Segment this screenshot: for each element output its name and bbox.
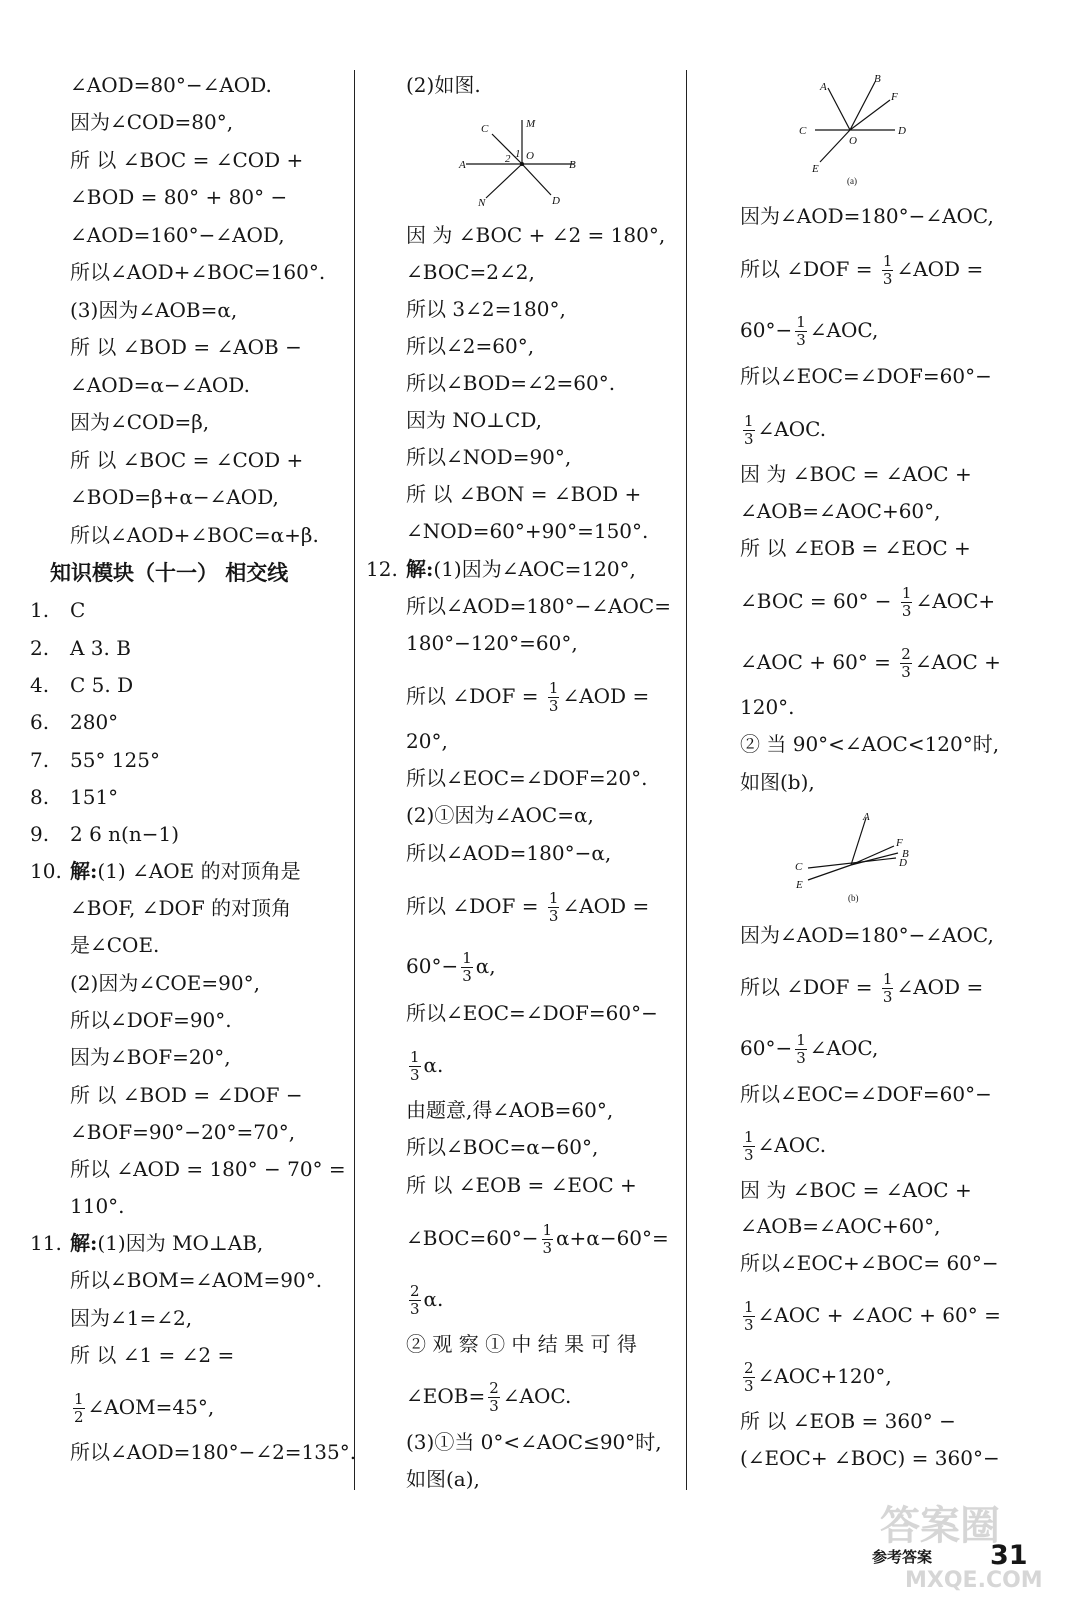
text-line (70, 1268, 322, 1292)
text-body: ∠AOC + ∠AOC + 60° = (757, 1303, 1001, 1327)
text-line (740, 971, 983, 1006)
text-line (30, 673, 133, 697)
text-line (740, 1032, 878, 1067)
fraction-denominator: 3 (744, 430, 754, 448)
text-body: 由题意,得∠AOB=60°, (406, 1098, 614, 1122)
text-line (406, 519, 648, 543)
text-body: C 5. D (70, 673, 134, 697)
text-body: ∠AOD = (562, 894, 650, 918)
text-line (70, 73, 272, 97)
text-body: 因 为 ∠BOC + ∠2 = 180°, (406, 223, 666, 247)
fraction (461, 950, 473, 985)
text-line (70, 110, 233, 134)
text-line (70, 1008, 232, 1032)
figa-label-b: B (874, 73, 881, 85)
fraction (901, 585, 913, 620)
text-body: ∠AOD=80°−∠AOD. (70, 73, 272, 97)
text-line (406, 260, 535, 284)
fraction-numerator: 2 (901, 645, 911, 663)
fraction-numerator: 1 (744, 1128, 754, 1146)
text-line (406, 1222, 669, 1257)
text-body: ∠BOF, ∠DOF 的对顶角 (70, 896, 292, 920)
text-line (406, 482, 641, 506)
text-body: 因为∠COD=80°, (70, 110, 234, 134)
text-body: ∠AOC, (809, 1036, 879, 1060)
text-line (70, 260, 325, 284)
text-line (30, 1231, 263, 1255)
column-divider-right (686, 70, 687, 1490)
item-number: 12. (366, 557, 398, 581)
fraction (409, 1049, 421, 1084)
text-body: α+α−60°= (556, 1226, 669, 1250)
text-line (30, 748, 160, 772)
fig1-label-b: B (569, 159, 576, 171)
text-line (70, 373, 250, 397)
fraction-denominator: 3 (744, 1146, 754, 1164)
solution-marker: 解: (70, 859, 98, 883)
text-line (30, 785, 118, 809)
text-body: 120°. (740, 695, 795, 719)
text-body: 所 以 ∠BOC = ∠COD + (70, 148, 304, 172)
fraction (743, 1360, 755, 1395)
figa-label-d: D (898, 125, 906, 137)
text-body: ∠BOD=β+α−∠AOD, (70, 485, 279, 509)
fraction-numerator: 2 (744, 1359, 754, 1377)
text-body: 因为∠AOD=180°−∠AOC, (740, 923, 994, 947)
text-body: 因为 NO⊥CD, (406, 408, 543, 432)
fraction-denominator: 3 (882, 270, 893, 288)
text-line (30, 822, 179, 846)
text-prefix: 所以 ∠DOF = (740, 975, 879, 999)
text-line (406, 803, 594, 827)
text-body: 所以∠AOD+∠BOC=α+β. (70, 523, 319, 547)
watermark-url: MXQE.COM (905, 1568, 1043, 1593)
text-prefix: 60°− (740, 1036, 793, 1060)
text-line (406, 890, 649, 925)
text-line (406, 1283, 443, 1318)
text-prefix: ∠BOC = 60° − (740, 589, 898, 613)
text-line (740, 1299, 1001, 1334)
text-body: 2 6 n(n−1) (70, 822, 180, 846)
text-body: 所以∠EOC=∠DOF=20°. (406, 766, 648, 790)
fraction-numerator: 2 (410, 1282, 420, 1300)
fraction-numerator: 1 (744, 412, 754, 430)
text-line (740, 770, 815, 794)
fig1-label-1: 1 (515, 148, 521, 160)
text-line (70, 410, 209, 434)
text-body: 所以∠EOC=∠DOF=60°− (740, 364, 992, 388)
text-body: α, (475, 954, 496, 978)
text-line (740, 585, 995, 620)
fraction (743, 1129, 755, 1164)
text-body: ∠AOB=∠AOC+60°, (740, 499, 941, 523)
text-body: ∠AOC, (809, 318, 879, 342)
text-line (70, 523, 319, 547)
text-body: 所 以 ∠BOD = ∠DOF − (70, 1083, 303, 1107)
text-body: α. (423, 1053, 444, 1077)
text-body: ② 观 察 ① 中 结 果 可 得 (406, 1332, 637, 1356)
text-line (740, 1178, 972, 1202)
text-line (740, 646, 1001, 681)
text-body: 151° (70, 785, 119, 809)
text-body: (∠EOC+ ∠BOC) = 360°− (740, 1446, 1000, 1470)
text-line (406, 631, 578, 655)
text-line (70, 1343, 234, 1367)
text-body: 所以 3∠2=180°, (406, 297, 566, 321)
fraction-denominator: 3 (462, 967, 472, 985)
text-body: 180°−120°=60°, (406, 631, 578, 655)
fraction-denominator: 3 (901, 602, 912, 620)
fig1-label-m: M (526, 118, 536, 130)
text-line (406, 1430, 662, 1454)
text-body: ∠AOD = (896, 257, 984, 281)
text-line (740, 1082, 992, 1106)
text-line (740, 1129, 826, 1164)
text-line (406, 445, 571, 469)
figa-label-a: A (820, 81, 827, 93)
fraction-numerator: 1 (882, 252, 893, 270)
text-line (70, 185, 287, 209)
fraction-numerator: 1 (796, 313, 806, 331)
fraction (900, 646, 912, 681)
text-body: ∠AOD=160°−∠AOD, (70, 223, 285, 247)
item-number: 4. (30, 673, 50, 697)
text-prefix: ∠AOC + 60° = (740, 650, 898, 674)
text-body: 所以∠2=60°, (406, 334, 535, 358)
fraction-denominator: 3 (744, 1377, 754, 1395)
text-body: 如图(a), (406, 1467, 480, 1491)
text-body: 所以∠AOD=180°−∠2=135°. (70, 1440, 357, 1464)
figb-label-f: F (896, 837, 903, 849)
text-body: ∠AOC. (502, 1384, 572, 1408)
text-line (406, 223, 665, 247)
item-number: 11. (30, 1231, 62, 1255)
text-body: ∠AOD = (896, 975, 984, 999)
text-line (70, 933, 159, 957)
text-body: 因为∠AOD=180°−∠AOC, (740, 204, 994, 228)
solution-marker: 解: (70, 1231, 98, 1255)
text-prefix: 60°− (406, 954, 459, 978)
fraction (73, 1391, 85, 1426)
fraction (743, 1299, 755, 1334)
geometry-figure-a (795, 70, 925, 190)
text-body: 所以∠AOD=180°−∠AOC= (406, 594, 671, 618)
text-line (70, 1391, 214, 1426)
text-line (740, 364, 992, 388)
text-line (70, 896, 291, 920)
fraction (882, 971, 894, 1006)
text-body: 因为∠BOF=20°, (70, 1045, 231, 1069)
text-line (406, 729, 448, 753)
text-line (740, 1446, 1000, 1470)
fraction (882, 253, 894, 288)
text-line (366, 557, 636, 581)
fraction-numerator: 1 (548, 679, 559, 697)
fraction-denominator: 3 (744, 1316, 754, 1334)
text-body: ∠AOB=∠AOC+60°, (740, 1214, 941, 1238)
fig1-label-c: C (481, 123, 489, 135)
text-prefix: 60°− (740, 318, 793, 342)
text-line (70, 448, 303, 472)
text-body: 所以∠EOC+∠BOC= 60°− (740, 1251, 999, 1275)
text-body: 所以∠BOC=α−60°, (406, 1135, 599, 1159)
text-body: C (70, 598, 86, 622)
text-body: α. (423, 1287, 444, 1311)
item-number: 6. (30, 710, 50, 734)
text-line (406, 841, 611, 865)
text-line (70, 335, 302, 359)
fraction-denominator: 3 (901, 663, 911, 681)
text-line (406, 680, 649, 715)
fraction-numerator: 2 (489, 1379, 499, 1397)
text-line (70, 1120, 295, 1144)
text-body: 所以∠AOD+∠BOC=160°. (70, 260, 326, 284)
text-line (406, 73, 481, 97)
text-prefix: ∠EOB= (406, 1384, 486, 1408)
fraction-denominator: 3 (796, 1049, 806, 1067)
text-body: 所以 ∠AOD = 180° − 70° = (70, 1157, 346, 1181)
text-body: 所以∠EOC=∠DOF=60°− (406, 1001, 658, 1025)
page-number: 31 (990, 1540, 1028, 1571)
text-body: (3)因为∠AOB=α, (70, 298, 238, 322)
item-number: 9. (30, 822, 50, 846)
text-line (70, 223, 285, 247)
text-line (70, 148, 303, 172)
geometry-figure-1 (456, 112, 586, 212)
text-body: 如图(b), (740, 770, 815, 794)
fraction (548, 890, 560, 925)
text-body: 所 以 ∠BOC = ∠COD + (70, 448, 304, 472)
text-body: 因为∠1=∠2, (70, 1306, 193, 1330)
text-line (740, 204, 994, 228)
fraction (795, 314, 807, 349)
figa-label-c: C (799, 125, 807, 137)
text-body: ∠AOM=45°, (87, 1395, 215, 1419)
text-line (30, 636, 131, 660)
figa-label-o: O (849, 135, 857, 147)
text-body: (1)因为∠AOC=120°, (433, 557, 636, 581)
text-body: (2)如图. (406, 73, 481, 97)
fraction-denominator: 3 (410, 1066, 420, 1084)
text-line (70, 1083, 303, 1107)
text-line (70, 485, 279, 509)
text-line (406, 1135, 598, 1159)
text-body: ∠BOC=2∠2, (406, 260, 535, 284)
text-body: (3)①当 0°<∠AOC≤90°时, (406, 1430, 662, 1454)
text-line (406, 297, 566, 321)
fraction-numerator: 1 (462, 949, 472, 967)
text-body: ∠AOC. (757, 1133, 827, 1157)
text-body: ∠AOD=α−∠AOD. (70, 373, 250, 397)
fraction (743, 413, 755, 448)
text-body: 所 以 ∠EOB = ∠EOC + (406, 1173, 637, 1197)
text-line (740, 1214, 941, 1238)
text-body: 所以∠DOF=90°. (70, 1008, 232, 1032)
fraction-denominator: 3 (489, 1397, 499, 1415)
text-body: 是∠COE. (70, 933, 160, 957)
text-body: 所 以 ∠BON = ∠BOD + (406, 482, 642, 506)
text-body: 所 以 ∠EOB = 360° − (740, 1409, 956, 1433)
text-line (740, 462, 972, 486)
item-number: 2. (30, 636, 50, 660)
text-body: 所以∠NOD=90°, (406, 445, 572, 469)
text-line (70, 1157, 346, 1181)
fraction-denominator: 3 (410, 1300, 420, 1318)
text-body: 110°. (70, 1194, 125, 1218)
text-body: (2)因为∠COE=90°, (70, 971, 260, 995)
fraction-denominator: 2 (74, 1408, 84, 1426)
text-line (70, 1440, 356, 1464)
text-line (406, 1098, 613, 1122)
text-body: 20°, (406, 729, 448, 753)
text-body: ∠AOD = (562, 684, 650, 708)
text-line (740, 253, 983, 288)
fraction (795, 1032, 807, 1067)
text-line (406, 1467, 480, 1491)
text-line (740, 413, 826, 448)
text-line (70, 971, 260, 995)
fraction-numerator: 1 (901, 584, 912, 602)
fraction-numerator: 1 (796, 1031, 806, 1049)
text-line (30, 598, 85, 622)
fraction-numerator: 1 (548, 889, 559, 907)
text-line (740, 923, 994, 947)
solution-marker: 解: (406, 557, 434, 581)
text-body: 因 为 ∠BOC = ∠AOC + (740, 462, 972, 486)
item-number: 8. (30, 785, 50, 809)
watermark: 答案圈 (880, 1503, 1000, 1549)
text-body: 所以∠EOC=∠DOF=60°− (740, 1082, 992, 1106)
text-line (406, 1173, 637, 1197)
fraction (548, 680, 560, 715)
fraction-numerator: 1 (74, 1390, 84, 1408)
text-line (406, 1380, 571, 1415)
text-line (406, 766, 647, 790)
text-line (406, 594, 671, 618)
fig1-label-o: O (526, 150, 534, 162)
text-body: 280° (70, 710, 119, 734)
text-body: 因 为 ∠BOC = ∠AOC + (740, 1178, 972, 1202)
text-body: 所 以 ∠1 = ∠2 = (70, 1343, 235, 1367)
item-number: 7. (30, 748, 50, 772)
text-line (406, 1332, 637, 1356)
text-body: 所以∠BOM=∠AOM=90°. (70, 1268, 323, 1292)
text-prefix: 所以 ∠DOF = (740, 257, 879, 281)
text-prefix: ∠BOC=60°− (406, 1226, 539, 1250)
figb-label-c: C (795, 861, 803, 873)
text-line (406, 950, 496, 985)
text-line (70, 1194, 125, 1218)
fraction (409, 1283, 421, 1318)
text-line (740, 499, 941, 523)
text-line (70, 1045, 231, 1069)
footer-label: 参考答案 (872, 1548, 933, 1566)
fig1-label-2: 2 (505, 153, 511, 165)
text-body: 所以∠BOD=∠2=60°. (406, 371, 616, 395)
fraction-denominator: 3 (796, 331, 806, 349)
text-body: 所 以 ∠BOD = ∠AOB − (70, 335, 302, 359)
fraction-denominator: 3 (882, 988, 893, 1006)
figb-label-d: D (899, 857, 907, 869)
text-body: 知识模块（十一） 相交线 (50, 561, 289, 585)
text-body: ∠BOD = 80° + 80° − (70, 185, 288, 209)
text-body: (1)因为 MO⊥AB, (97, 1231, 264, 1255)
text-body: 55° 125° (70, 748, 160, 772)
text-body: A 3. B (70, 636, 131, 660)
text-body: ∠BOF=90°−20°=70°, (70, 1120, 296, 1144)
column-divider-left (354, 70, 355, 1490)
text-line (740, 732, 999, 756)
text-prefix: 所以 ∠DOF = (406, 684, 545, 708)
text-line (740, 1360, 892, 1395)
text-line (740, 1409, 956, 1433)
section-heading (50, 561, 288, 585)
fraction (542, 1222, 554, 1257)
text-line (30, 710, 118, 734)
text-line (406, 334, 534, 358)
fraction-numerator: 1 (410, 1048, 420, 1066)
figb-label-a: A (863, 811, 870, 823)
text-body: ∠AOC+120°, (757, 1364, 892, 1388)
text-line (70, 298, 237, 322)
fraction-numerator: 1 (542, 1221, 553, 1239)
fraction-numerator: 1 (744, 1298, 754, 1316)
fig1-label-n: N (478, 197, 486, 209)
text-body: ∠AOC+ (915, 589, 996, 613)
text-body: (2)①因为∠AOC=α, (406, 803, 594, 827)
figb-caption: (b) (848, 893, 859, 903)
fraction (488, 1380, 500, 1415)
text-body: (1) ∠AOE 的对顶角是 (97, 859, 301, 883)
text-body: 所 以 ∠EOB = ∠EOC + (740, 536, 971, 560)
fraction-denominator: 3 (548, 907, 559, 925)
geometry-figure-b (786, 808, 926, 908)
text-prefix: 所以 ∠DOF = (406, 894, 545, 918)
text-body: 因为∠COD=β, (70, 410, 210, 434)
text-body: ∠AOC + (914, 650, 1001, 674)
figb-label-b: B (902, 848, 909, 860)
text-line (740, 695, 795, 719)
text-line (740, 1251, 999, 1275)
text-line (70, 1306, 192, 1330)
fraction-numerator: 1 (882, 970, 893, 988)
fraction-denominator: 3 (542, 1239, 553, 1257)
text-line (406, 371, 615, 395)
text-line (406, 1049, 443, 1084)
text-line (740, 314, 878, 349)
figa-label-f: F (891, 91, 898, 103)
figb-label-e: E (796, 879, 803, 891)
item-number: 1. (30, 598, 50, 622)
text-line (406, 408, 542, 432)
text-line (740, 536, 971, 560)
text-body: 所以∠AOD=180°−α, (406, 841, 612, 865)
figa-caption: (a) (847, 176, 857, 186)
figa-label-e: E (812, 163, 819, 175)
text-body: ∠AOC. (757, 417, 827, 441)
item-number: 10. (30, 859, 62, 883)
text-line (406, 1001, 658, 1025)
text-line (30, 859, 301, 883)
fig1-label-a: A (459, 159, 466, 171)
fraction-denominator: 3 (548, 697, 559, 715)
text-body: ∠NOD=60°+90°=150°. (406, 519, 649, 543)
text-body: ② 当 90°<∠AOC<120°时, (740, 732, 1000, 756)
fig1-label-d: D (552, 195, 560, 207)
